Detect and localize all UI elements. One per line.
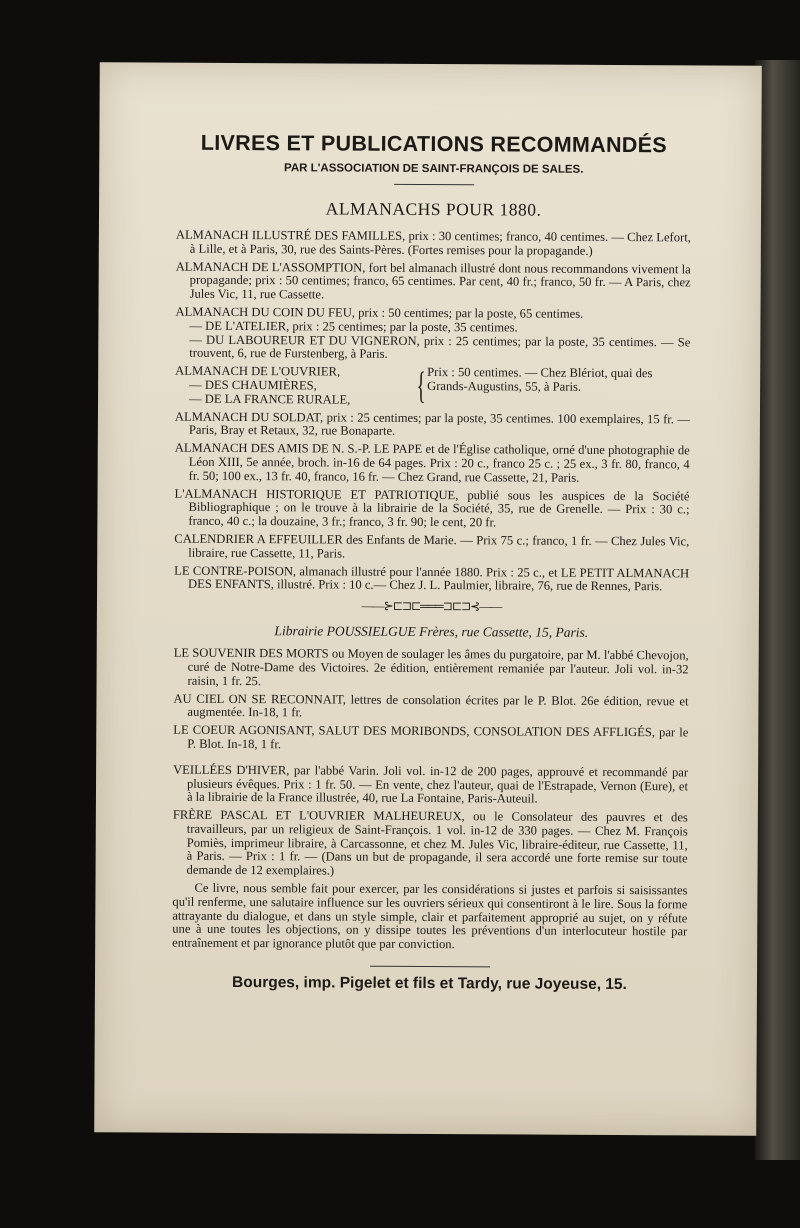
entry-almanach-laboureur: — DU LABOUREUR ET DU VIGNERON, prix : 25 centimes; par la poste, 35 centimes. — Se trouvent, 6, rue de Furstenberg, à Paris. (189, 332, 691, 362)
divider (394, 184, 474, 185)
entry-almanach-atelier: — DE L'ATELIER, prix : 25 centimes; par la poste, 35 centimes. (189, 318, 518, 335)
page-subtitle: PAR L'ASSOCIATION DE SAINT-FRANÇOIS DE SALES. (284, 162, 584, 176)
brace-right-text: Prix : 50 centimes. — Chez Blériot, quai des Grands-Augustins, 55, à Paris. (427, 365, 653, 394)
document-page (94, 62, 762, 1135)
entry-calendrier: CALENDRIER A EFFEUILLER des Enfants de Marie. — Prix 75 c.; franco, 1 fr. — Chez Jules Vic, libraire, rue Cassette, 11, Paris. (174, 531, 690, 561)
entry-almanach-amis-pape: ALMANACH DES AMIS DE N. S.-P. LE PAPE et de l'Église catholique, orné d'une photographie de Léon XIII, 5e année, broch. in-16 de 64 pages. Prix : 20 c., franco 25 c. ; 25 ex., 3 fr. 80, franco, 4 fr. 50; 100 ex., 13 fr. 40, franco, 16 fr. — Chez Grand, rue Cassette, 21, Paris. (174, 440, 690, 485)
entry-almanach-soldat: ALMANACH DU SOLDAT, prix : 25 centimes; par la poste, 35 centimes. 100 exemplaires, 15 fr. — Paris, Bray et Retaux, 32, rue Bonaparte. (174, 409, 690, 439)
entry-veillees-hiver: VEILLÉES D'HIVER, par l'abbé Varin. Joli vol. in-12 de 200 pages, approuvé et recommandé par plusieurs évêques. Prix : 1 fr. 50. — En vente, chez l'auteur, quai de l'Estrapade, Vernon (Eure), et à la librairie de la France illustrée, 40, rue La Fontaine, Paris-Auteuil. (173, 762, 689, 806)
review-paragraph: Ce livre, nous semble fait pour exercer, par les considérations si justes et parfois si saisissantes qu'il renferme, une salutaire influence sur les ouvriers sérieux qui consentiront à le lire. Sous la forme attrayante du dialogue, et dans un style simple, clair et parfaitement approprié au sujet, on y réfute une à une toutes les objections, on y dissipe toutes les préventions d'un interlocuteur hostile par entraînement et par ignorance plutôt que par conviction. (172, 880, 688, 952)
brace-symbol: { (416, 365, 426, 408)
section-title: ALMANACHS POUR 1880. (325, 198, 542, 220)
entry-au-ciel: AU CIEL ON SE RECONNAIT, lettres de consolation écrites par le P. Blot. 26e édition, revue et augmentée. In-18, 1 fr. (173, 691, 689, 720)
printer-footer: Bourges, imp. Pigelet et fils et Tardy, rue Joyeuse, 15. (232, 974, 627, 994)
entry-almanach-historique: L'ALMANACH HISTORIQUE ET PATRIOTIQUE, publié sous les auspices de la Société Bibliographique ; on le trouve à la librairie de la Société, 35, rue de Grenelle. — Prix : 30 c.; franco, 40 c.; la douzaine, 3 fr.; franco, 3 fr. 90; le cent, 20 fr. (174, 486, 690, 530)
entry-frere-pascal: FRÈRE PASCAL ET L'OUVRIER MALHEUREUX, ou le Consolateur des pauvres et des travailleurs, par un religieux de Saint-François. 1 vol. in-12 de 330 pages. — Chez M. François Pomiès, imprimeur libraire, à Carcassonne, et chez M. Jules Vic, libraire-éditeur, rue Cassette, 11, à Paris. — Prix : 1 fr. — (Dans un but de propagande, il sera accordé une forte remise sur toute demande de 12 exemplaires.) (172, 807, 688, 878)
brace-item: ALMANACH DE L'OUVRIER, (175, 363, 341, 379)
page-content (172, 131, 692, 995)
brace-entry (175, 365, 690, 409)
brace-item: — DES CHAUMIÈRES, (189, 377, 317, 393)
brace-left-list (175, 365, 413, 408)
entry-coeur-agonisant: LE COEUR AGONISANT, SALUT DES MORIBONDS, CONSOLATION DES AFFLIGÉS, par le P. Blot. In-18, 1 fr. (173, 722, 689, 752)
brace-item: — DE LA FRANCE RURALE, (189, 391, 351, 407)
publisher-heading (174, 623, 689, 642)
entry-souvenir-morts: LE SOUVENIR DES MORTS ou Moyen de soulager les âmes du purgatoire, par M. l'abbé Chevojon, curé de Notre-Dame des Victoires. 2e édition, entièrement remaniée par l'auteur. Joli vol. in-32 raisin, 1 fr. 25. (173, 645, 689, 688)
footer-divider (370, 966, 490, 968)
ornament-divider: ——⊱⊏⊐⊏═══⊐⊏⊐⊰—— (361, 598, 502, 614)
entry-almanach-assomption: ALMANACH DE L'ASSOMPTION, fort bel almanach illustré dont nous recommandons vivement la propagande; prix : 50 centimes; franco, 65 centimes. Par cent, 40 fr.; franco, 50 fr. — A Paris, chez Jules Vic, 11, rue Cassette. (175, 259, 691, 302)
publisher-text: Librairie POUSSIELGUE Frères, rue Cassette, 15, Paris. (274, 623, 589, 640)
scan-edge (755, 60, 800, 1160)
entry-almanach-familles: ALMANACH ILLUSTRÉ DES FAMILLES, prix : 30 centimes; franco, 40 centimes. — Chez Lefort, à Lille, et à Paris, 30, rue des Saints-Pères. (Fortes remises pour la propagande.) (175, 227, 691, 258)
entry-almanach-coin-du-feu: ALMANACH DU COIN DU FEU, prix : 50 centimes; par la poste, 65 centimes. (175, 304, 584, 321)
page-title: LIVRES ET PUBLICATIONS RECOMMANDÉS (200, 130, 667, 158)
entry-contre-poison: LE CONTRE-POISON, almanach illustré pour l'année 1880. Prix : 25 c., et LE PETIT ALMANACH DES ENFANTS, illustré. Prix : 10 c.— Chez J. L. Paulmier, libraire, 76, rue de Rennes, Paris. (174, 563, 690, 594)
